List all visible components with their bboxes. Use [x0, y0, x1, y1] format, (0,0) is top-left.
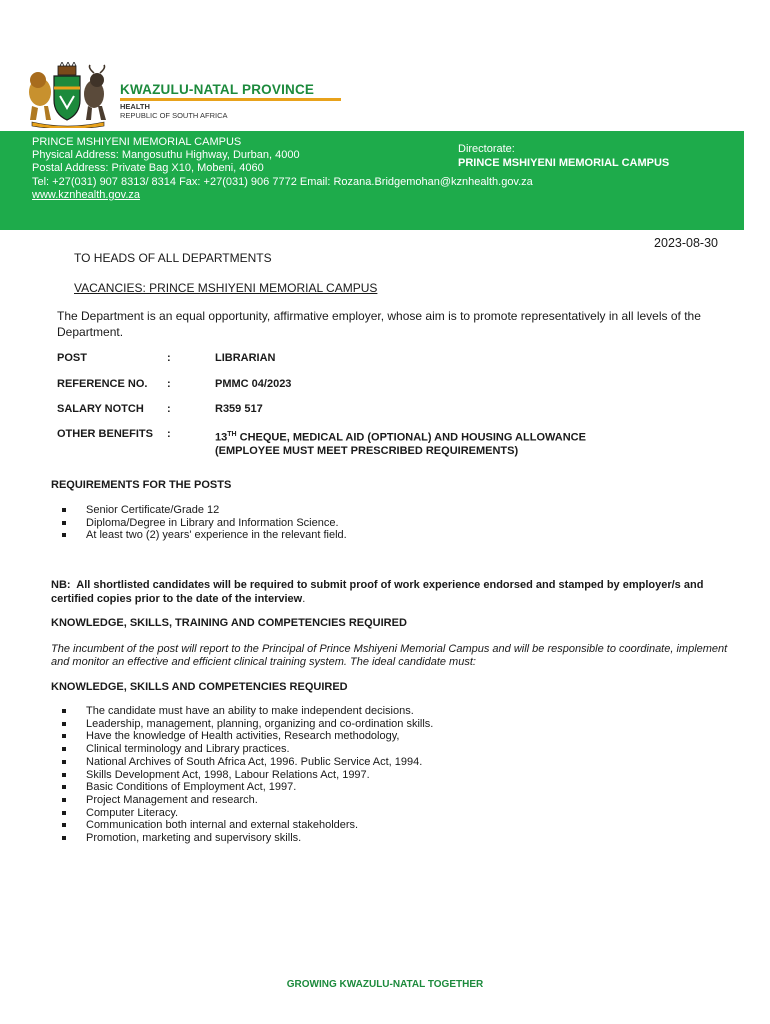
letterhead [24, 62, 364, 130]
list-item: Diploma/Degree in Library and Information Science. [62, 517, 347, 530]
country-name: REPUBLIC OF SOUTH AFRICA [120, 111, 228, 120]
department-name: HEALTH [120, 102, 150, 111]
benefits-colon: : [167, 428, 171, 440]
reference-label: REFERENCE NO. [57, 378, 148, 390]
reference-colon: : [167, 378, 171, 390]
reference-value: PMMC 04/2023 [215, 378, 292, 390]
nb-text: All shortlisted candidates will be required to submit proof of work experience endorsed and stamped by employer/s and certified copies prior to the date of the interview [51, 579, 704, 605]
province-divider [120, 98, 341, 101]
benefits-value [215, 428, 586, 458]
salary-label: SALARY NOTCH [57, 403, 144, 415]
province-wordmark [120, 82, 341, 120]
nb-prefix: NB: [51, 579, 71, 591]
list-item: Communication both internal and external stakeholders. [62, 819, 433, 832]
list-item: Senior Certificate/Grade 12 [62, 504, 347, 517]
benefits-line-2: (EMPLOYEE MUST MEET PRESCRIBED REQUIREMENTS) [215, 444, 519, 457]
ksc-training-text: The incumbent of the post will report to the Principal of Prince Mshiyeni Memorial Campus and will be responsible to coordinate, implement and monitor an effective and efficient clinical training system. The ideal candidate must: [51, 643, 728, 668]
list-item: At least two (2) years' experience in the relevant field. [62, 529, 347, 542]
website-link[interactable]: www.kznhealth.gov.za [32, 188, 141, 201]
list-item: Clinical terminology and Library practices. [62, 743, 433, 756]
document-date: 2023-08-30 [654, 236, 718, 250]
intro-paragraph: The Department is an equal opportunity, affirmative employer, whose aim is to promote representatively in all levels of the Department. [57, 309, 701, 339]
list-item: Skills Development Act, 1998, Labour Relations Act, 1997. [62, 769, 433, 782]
physical-address: Physical Address: Mangosuthu Highway, Durban, 4000 [32, 149, 300, 162]
list-item: National Archives of South Africa Act, 1996. Public Service Act, 1994. [62, 756, 433, 769]
list-item: Leadership, management, planning, organizing and co-ordination skills. [62, 718, 433, 731]
footer-slogan: GROWING KWAZULU-NATAL TOGETHER [286, 979, 484, 990]
list-item: Have the knowledge of Health activities, Research methodology, [62, 730, 433, 743]
list-item: Project Management and research. [62, 794, 433, 807]
nb-notice [51, 578, 741, 606]
list-item: Promotion, marketing and supervisory skills. [62, 832, 433, 845]
benefits-label: OTHER BENEFITS [57, 428, 153, 440]
ksc-heading: KNOWLEDGE, SKILLS AND COMPETENCIES REQUIRED [51, 681, 348, 693]
benefits-ordinal: TH [227, 431, 237, 438]
header-band [0, 131, 744, 230]
post-value: LIBRARIAN [215, 352, 276, 364]
ksc-training-heading: KNOWLEDGE, SKILLS, TRAINING AND COMPETENCIES REQUIRED [51, 617, 407, 629]
post-label: POST [57, 352, 87, 364]
requirements-heading: REQUIREMENTS FOR THE POSTS [51, 479, 232, 491]
directorate-label: Directorate: [458, 143, 515, 155]
benefits-number: 13 [215, 431, 228, 444]
directorate-block [458, 143, 669, 170]
coat-of-arms-icon [24, 62, 110, 128]
benefits-line-1: CHEQUE, MEDICAL AID (OPTIONAL) AND HOUSING ALLOWANCE [236, 431, 586, 444]
post-colon: : [167, 352, 171, 364]
addressee: TO HEADS OF ALL DEPARTMENTS [74, 251, 272, 265]
province-title: KWAZULU-NATAL PROVINCE [120, 82, 315, 97]
contact-line: Tel: +27(031) 907 8313/ 8314 Fax: +27(031) 906 7772 Email: Rozana.Bridgemohan@kznhealth.gov.za [32, 175, 533, 188]
vacancies-title: VACANCIES: PRINCE MSHIYENI MEMORIAL CAMPUS [74, 281, 378, 295]
postal-address: Postal Address: Private Bag X10, Mobeni, 4060 [32, 162, 264, 175]
list-item: Computer Literacy. [62, 807, 433, 820]
campus-name: PRINCE MSHIYENI MEMORIAL CAMPUS [32, 136, 242, 148]
salary-colon: : [167, 403, 171, 415]
list-item: Basic Conditions of Employment Act, 1997. [62, 781, 433, 794]
directorate-name: PRINCE MSHIYENI MEMORIAL CAMPUS [458, 156, 670, 169]
list-item: The candidate must have an ability to make independent decisions. [62, 705, 433, 718]
salary-value: R359 517 [215, 403, 263, 415]
ksc-list [62, 705, 433, 845]
nb-end: . [302, 593, 306, 605]
requirements-list [62, 504, 347, 542]
